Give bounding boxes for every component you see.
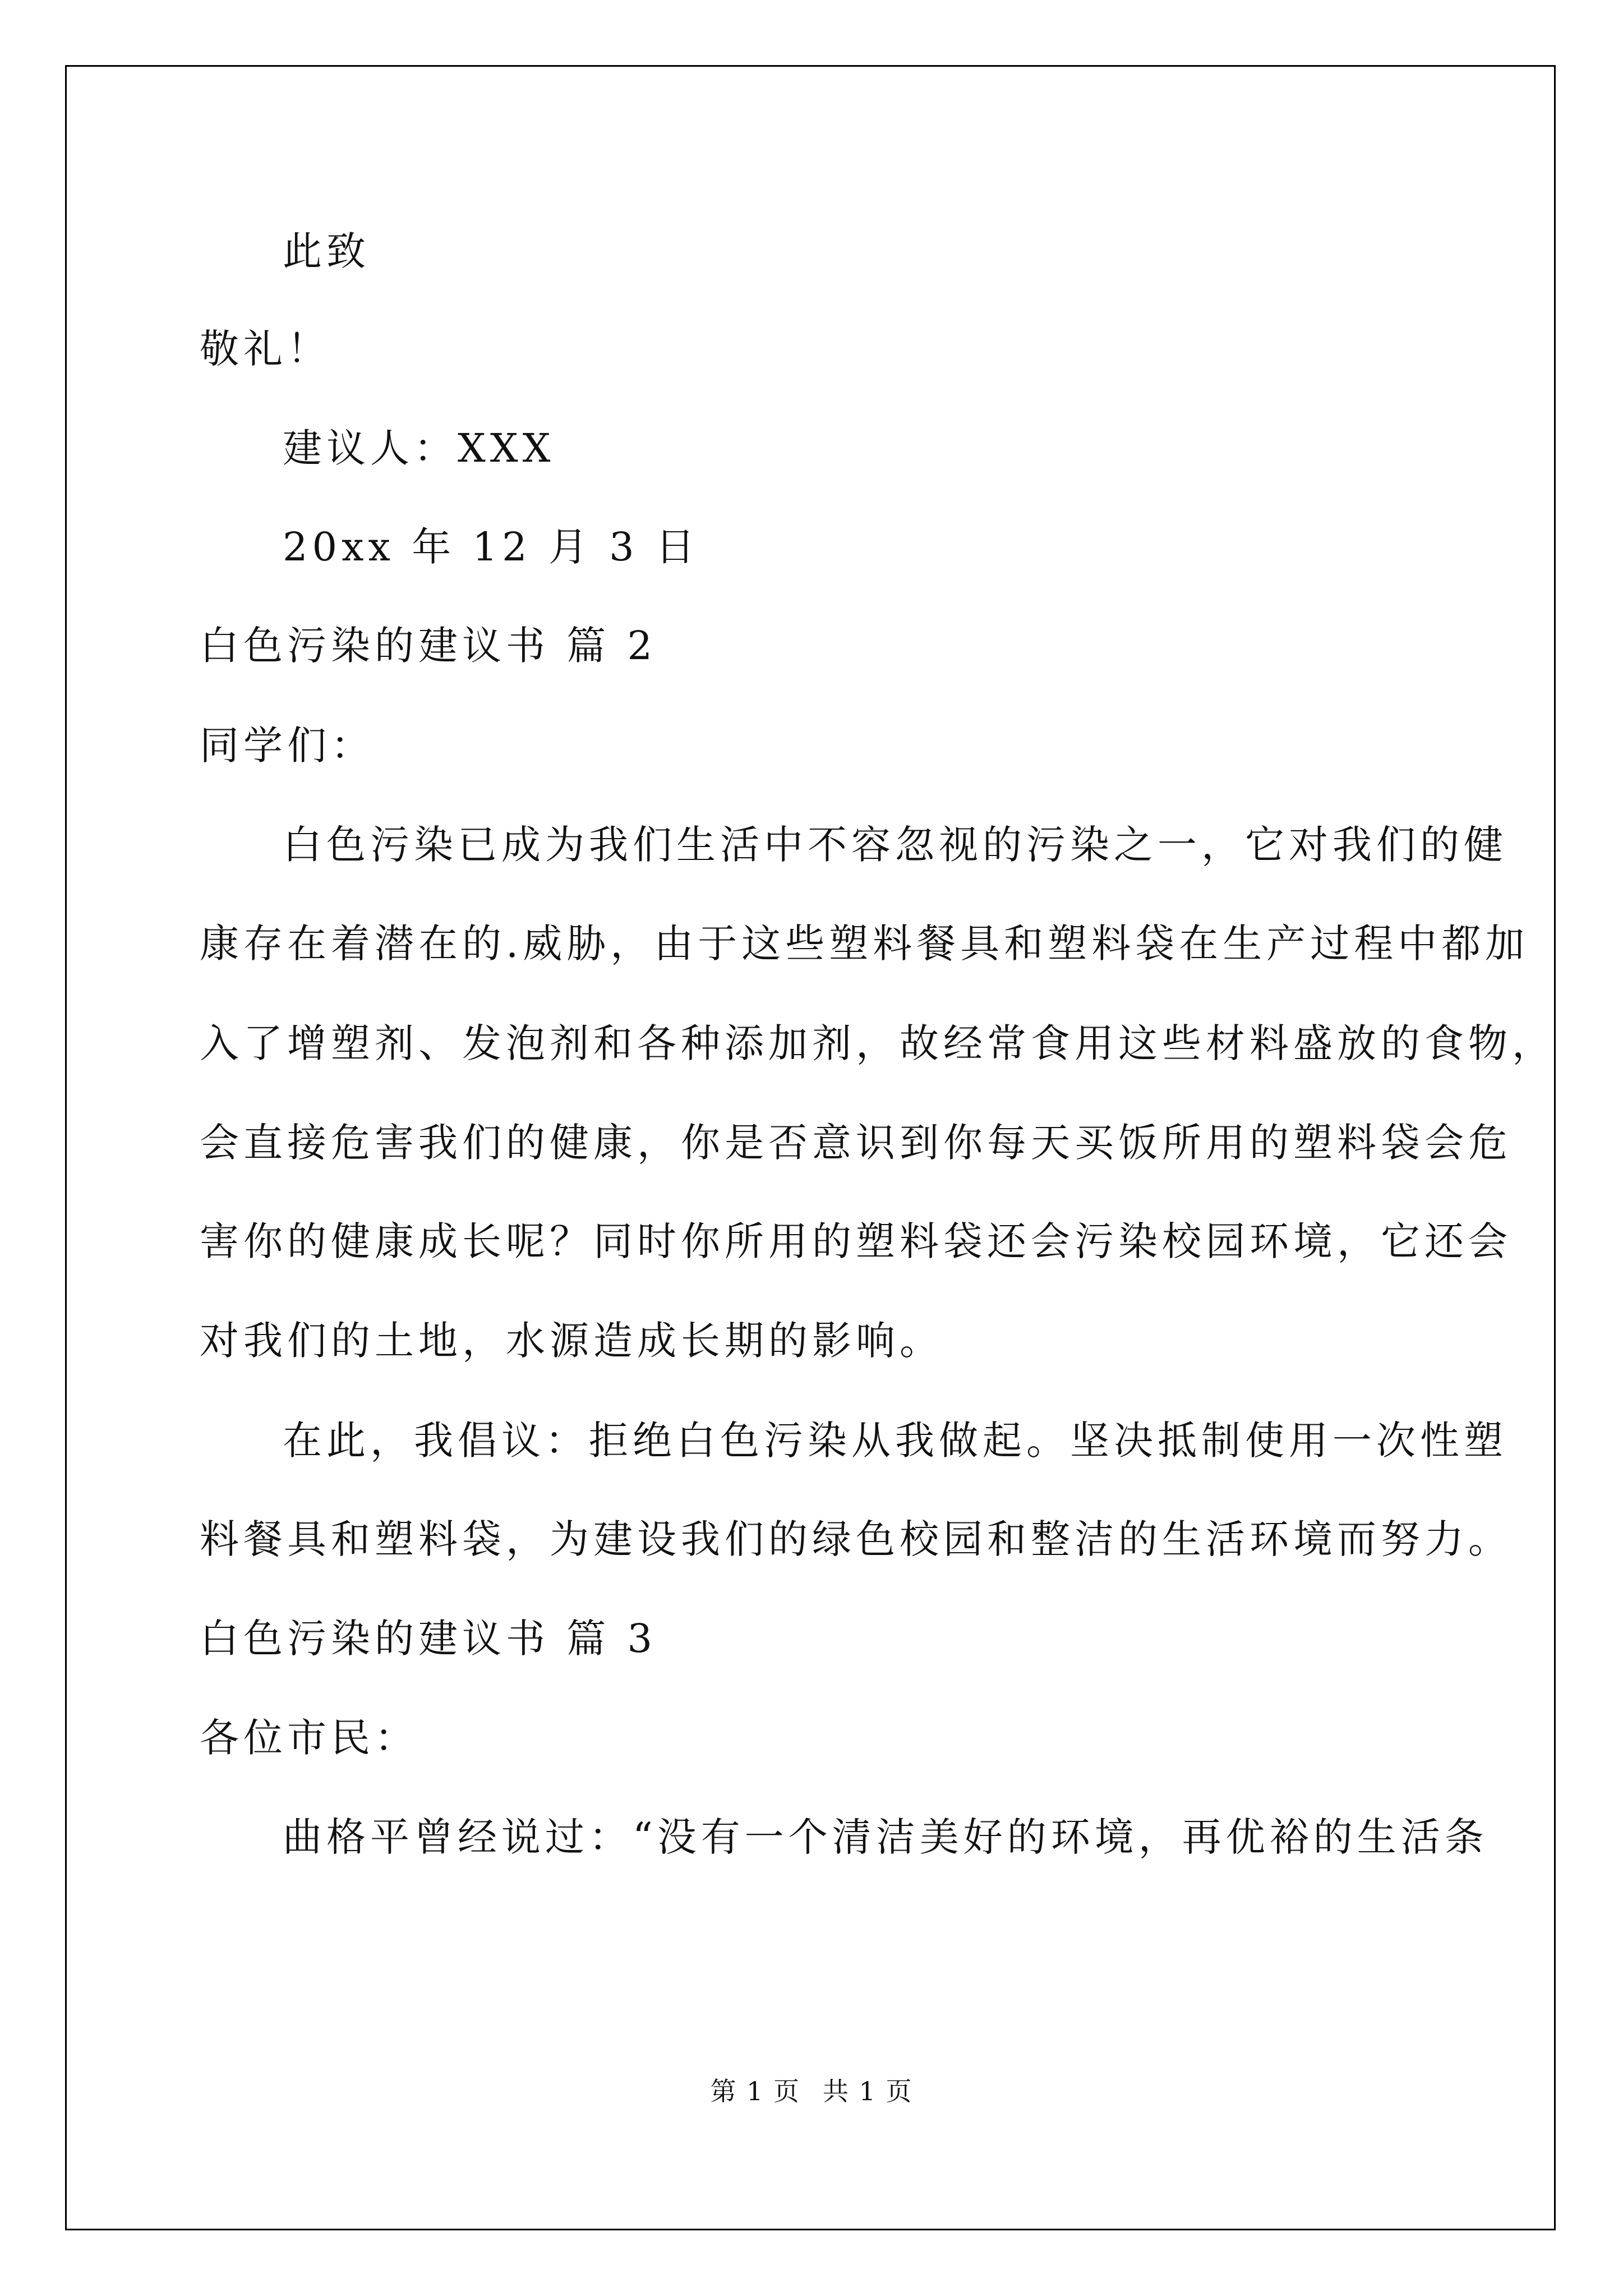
paragraph-line: 曲格平曾经说过：“没有一个清洁美好的环境，再优裕的生活条	[283, 1814, 1488, 1860]
page-number: 第 1 页	[710, 2076, 800, 2106]
paragraph-line: 白色污染已成为我们生活中不容忽视的污染之一，它对我们的健	[283, 822, 1507, 868]
section-heading-2: 白色污染的建议书 篇 2	[200, 623, 657, 669]
section-heading-3: 白色污染的建议书 篇 3	[200, 1616, 657, 1662]
greeting-citizens: 各位市民：	[200, 1715, 418, 1761]
paragraph-line: 在此，我倡议：拒绝白色污染从我做起。坚决抵制使用一次性塑	[283, 1418, 1507, 1464]
paragraph-line: 对我们的土地，水源造成长期的影响。	[200, 1318, 943, 1364]
closing-salutation: 此致	[283, 228, 370, 274]
paragraph-line: 康存在着潜在的.威胁，由于这些塑料餐具和塑料袋在生产过程中都加	[200, 921, 1529, 967]
paragraph-line: 料餐具和塑料袋，为建设我们的绿色校园和整洁的生活环境而努力。	[200, 1516, 1512, 1562]
paragraph-line: 害你的健康成长呢？同时你所用的塑料袋还会污染校园环境，它还会	[200, 1218, 1512, 1264]
paragraph-line: 会直接危害我们的健康，你是否意识到你每天买饭所用的塑料袋会危	[200, 1120, 1512, 1166]
greeting-students: 同学们：	[200, 723, 375, 769]
closing-regards: 敬礼！	[200, 326, 331, 372]
date-line: 20xx 年 12 月 3 日	[283, 524, 699, 570]
page-footer	[0, 2074, 1623, 2108]
proposer-line: 建议人：XXX	[283, 425, 555, 471]
paragraph-line: 入了增塑剂、发泡剂和各种添加剂，故经常食用这些材料盛放的食物，	[200, 1020, 1556, 1066]
page-total: 共 1 页	[823, 2076, 913, 2106]
